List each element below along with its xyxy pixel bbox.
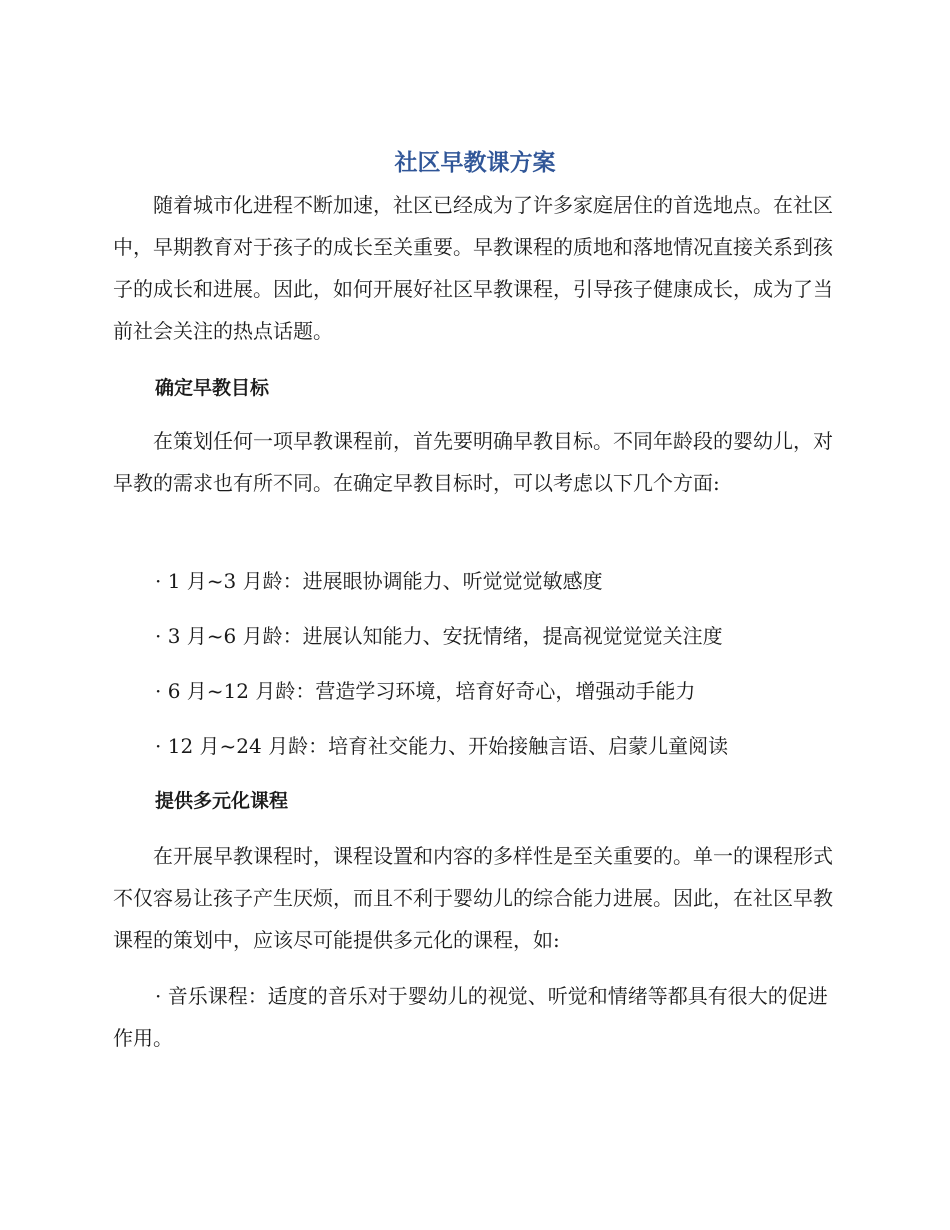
bullet-item: · 3 月~6 月龄：进展认知能力、安抚情绪，提高视觉觉觉关注度 (155, 624, 723, 648)
intro-paragraph: 随着城市化进程不断加速，社区已经成为了许多家庭居住的首选地点。在社区中，早期教育对于孩子的成长至关重要。早教课程的质地和落地情况直接关系到孩子的成长和进展。因此，如何开展好社区早教课程，引导孩子健康成长，成为了当前社会关注的热点话题。 (113, 193, 833, 343)
section-body-courses: 在开展早教课程时，课程设置和内容的多样性是至关重要的。单一的课程形式不仅容易让孩子产生厌烦，而且不利于婴幼儿的综合能力进展。因此，在社区早教课程的策划中，应该尽可能提供多元化的课程，如: (113, 844, 833, 952)
bullet-item: · 6 月~12 月龄：营造学习环境，培育好奇心，增强动手能力 (155, 679, 696, 703)
bullet-item: · 1 月~3 月龄：进展眼协调能力、听觉觉觉敏感度 (155, 569, 603, 593)
section-heading-courses: 提供多元化课程 (155, 790, 289, 812)
document-title: 社区早教课方案 (394, 150, 556, 176)
section-body-goals: 在策划任何一项早教课程前，首先要明确早教目标。不同年龄段的婴幼儿，对早教的需求也有所不同。在确定早教目标时，可以考虑以下几个方面: (113, 429, 833, 495)
bullet-item: · 12 月~24 月龄：培育社交能力、开始接触言语、启蒙儿童阅读 (155, 734, 729, 758)
bullet-item: · 音乐课程：适度的音乐对于婴幼儿的视觉、听觉和情绪等都具有很大的促进作用。 (113, 984, 828, 1050)
section-heading-goals: 确定早教目标 (155, 377, 270, 399)
